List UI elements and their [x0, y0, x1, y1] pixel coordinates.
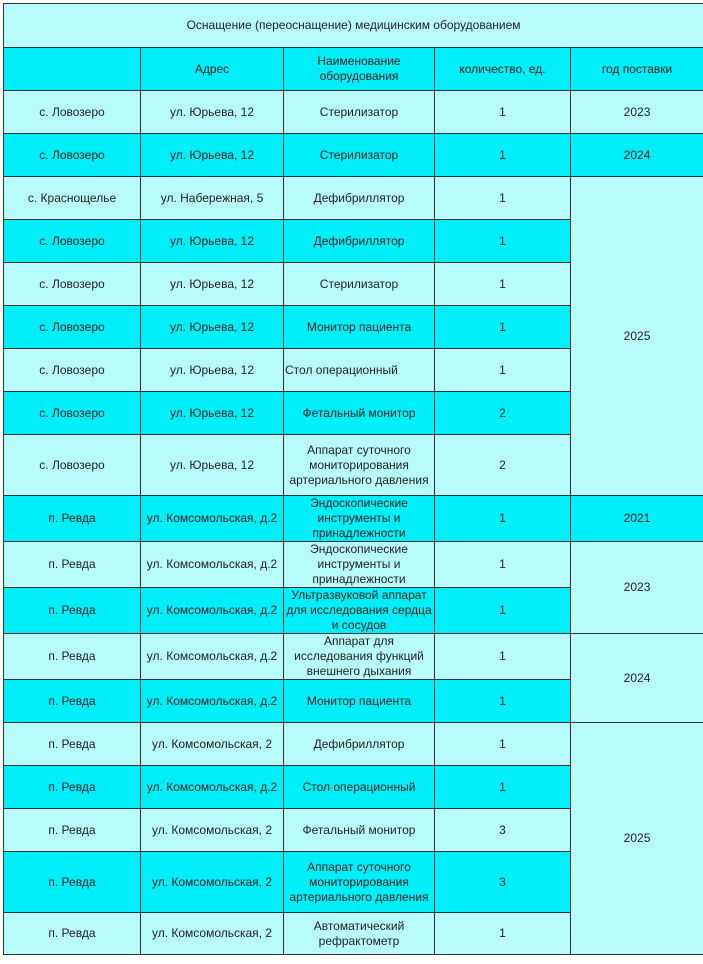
table-row — [4, 723, 703, 766]
cell-quantity: 3 — [435, 852, 571, 913]
cell-equipment: Монитор пациента — [284, 306, 435, 349]
cell-locality: с. Ловозеро — [4, 220, 141, 263]
cell-quantity: 1 — [435, 542, 571, 588]
cell-quantity: 1 — [435, 588, 571, 634]
cell-address: ул. Набережная, 5 — [141, 177, 284, 220]
cell-equipment: Эндоскопические инструменты и принадлежности — [284, 496, 435, 542]
cell-equipment: Эндоскопические инструменты и принадлежности — [284, 542, 435, 588]
cell-locality: с. Краснощелье — [4, 177, 141, 220]
cell-address: ул. Юрьева, 12 — [141, 435, 284, 496]
cell-quantity: 1 — [435, 177, 571, 220]
table-header-row — [4, 48, 703, 91]
table-row — [4, 91, 703, 134]
equipment-table — [3, 3, 703, 955]
cell-quantity: 1 — [435, 766, 571, 809]
cell-equipment: Монитор пациента — [284, 680, 435, 723]
header-locality — [4, 48, 141, 91]
cell-locality: с. Ловозеро — [4, 392, 141, 435]
cell-address: ул. Юрьева, 12 — [141, 263, 284, 306]
cell-address: ул. Комсомольская, д.2 — [141, 680, 284, 723]
table-row — [4, 177, 703, 220]
cell-year: 2023 — [571, 542, 703, 634]
cell-equipment: Стол операционный — [284, 766, 435, 809]
cell-address: ул. Юрьева, 12 — [141, 306, 284, 349]
cell-locality: п. Ревда — [4, 852, 141, 913]
cell-equipment: Автоматический рефрактометр — [284, 913, 435, 955]
cell-locality: п. Ревда — [4, 588, 141, 634]
cell-quantity: 1 — [435, 91, 571, 134]
cell-locality: п. Ревда — [4, 766, 141, 809]
cell-locality: с. Ловозеро — [4, 349, 141, 392]
cell-equipment: Стерилизатор — [284, 134, 435, 177]
table-row — [4, 134, 703, 177]
cell-equipment: Дефибриллятор — [284, 177, 435, 220]
cell-address: ул. Юрьева, 12 — [141, 91, 284, 134]
cell-locality: с. Ловозеро — [4, 435, 141, 496]
cell-quantity: 1 — [435, 913, 571, 955]
cell-address: ул. Комсомольская, д.2 — [141, 588, 284, 634]
cell-locality: с. Ловозеро — [4, 263, 141, 306]
cell-year: 2023 — [571, 91, 703, 134]
cell-address: ул. Комсомольская, д.2 — [141, 634, 284, 680]
cell-address: ул. Комсомольская, д.2 — [141, 542, 284, 588]
cell-address: ул. Юрьева, 12 — [141, 392, 284, 435]
cell-equipment: Аппарат суточного мониторирования артериального давления — [284, 852, 435, 913]
cell-quantity: 2 — [435, 435, 571, 496]
cell-quantity: 3 — [435, 809, 571, 852]
cell-equipment: Аппарат суточного мониторирования артериального давления — [284, 435, 435, 496]
cell-equipment: Фетальный монитор — [284, 809, 435, 852]
cell-address: ул. Юрьева, 12 — [141, 349, 284, 392]
cell-equipment: Стол операционный — [284, 349, 435, 392]
cell-year: 2025 — [571, 177, 703, 496]
cell-quantity: 1 — [435, 680, 571, 723]
cell-quantity: 1 — [435, 134, 571, 177]
cell-equipment: Дефибриллятор — [284, 220, 435, 263]
cell-equipment: Аппарат для исследования функций внешнего дыхания — [284, 634, 435, 680]
cell-quantity: 1 — [435, 349, 571, 392]
header-year: год поставки — [571, 48, 703, 91]
cell-quantity: 1 — [435, 723, 571, 766]
cell-quantity: 1 — [435, 634, 571, 680]
cell-locality: п. Ревда — [4, 723, 141, 766]
cell-year: 2024 — [571, 134, 703, 177]
cell-equipment: Стерилизатор — [284, 91, 435, 134]
cell-year: 2025 — [571, 723, 703, 955]
cell-address: ул. Комсомольская, д.2 — [141, 766, 284, 809]
header-address: Адрес — [141, 48, 284, 91]
cell-address: ул. Комсомольская, 2 — [141, 852, 284, 913]
header-quantity: количество, ед. — [435, 48, 571, 91]
cell-equipment: Ультразвуковой аппарат для исследования сердца и сосудов — [284, 588, 435, 634]
cell-quantity: 1 — [435, 496, 571, 542]
cell-locality: п. Ревда — [4, 634, 141, 680]
table-row — [4, 496, 703, 542]
table-title: Оснащение (переоснащение) медицинским оборудованием — [4, 4, 703, 48]
cell-locality: п. Ревда — [4, 680, 141, 723]
cell-locality: с. Ловозеро — [4, 91, 141, 134]
cell-address: ул. Юрьева, 12 — [141, 134, 284, 177]
cell-year: 2021 — [571, 496, 703, 542]
cell-equipment: Фетальный монитор — [284, 392, 435, 435]
cell-year: 2024 — [571, 634, 703, 723]
cell-locality: с. Ловозеро — [4, 306, 141, 349]
cell-address: ул. Комсомольская, д.2 — [141, 496, 284, 542]
cell-locality: п. Ревда — [4, 913, 141, 955]
table-title-row — [4, 4, 703, 48]
cell-quantity: 1 — [435, 263, 571, 306]
cell-address: ул. Комсомольская, 2 — [141, 809, 284, 852]
cell-quantity: 1 — [435, 306, 571, 349]
table-row — [4, 542, 703, 588]
header-equipment: Наименование оборудования — [284, 48, 435, 91]
cell-address: ул. Юрьева, 12 — [141, 220, 284, 263]
cell-address: ул. Комсомольская, 2 — [141, 913, 284, 955]
cell-quantity: 2 — [435, 392, 571, 435]
cell-locality: п. Ревда — [4, 809, 141, 852]
cell-locality: п. Ревда — [4, 542, 141, 588]
table-row — [4, 634, 703, 680]
cell-equipment: Дефибриллятор — [284, 723, 435, 766]
cell-quantity: 1 — [435, 220, 571, 263]
cell-locality: с. Ловозеро — [4, 134, 141, 177]
cell-equipment: Стерилизатор — [284, 263, 435, 306]
cell-locality: п. Ревда — [4, 496, 141, 542]
cell-address: ул. Комсомольская, 2 — [141, 723, 284, 766]
